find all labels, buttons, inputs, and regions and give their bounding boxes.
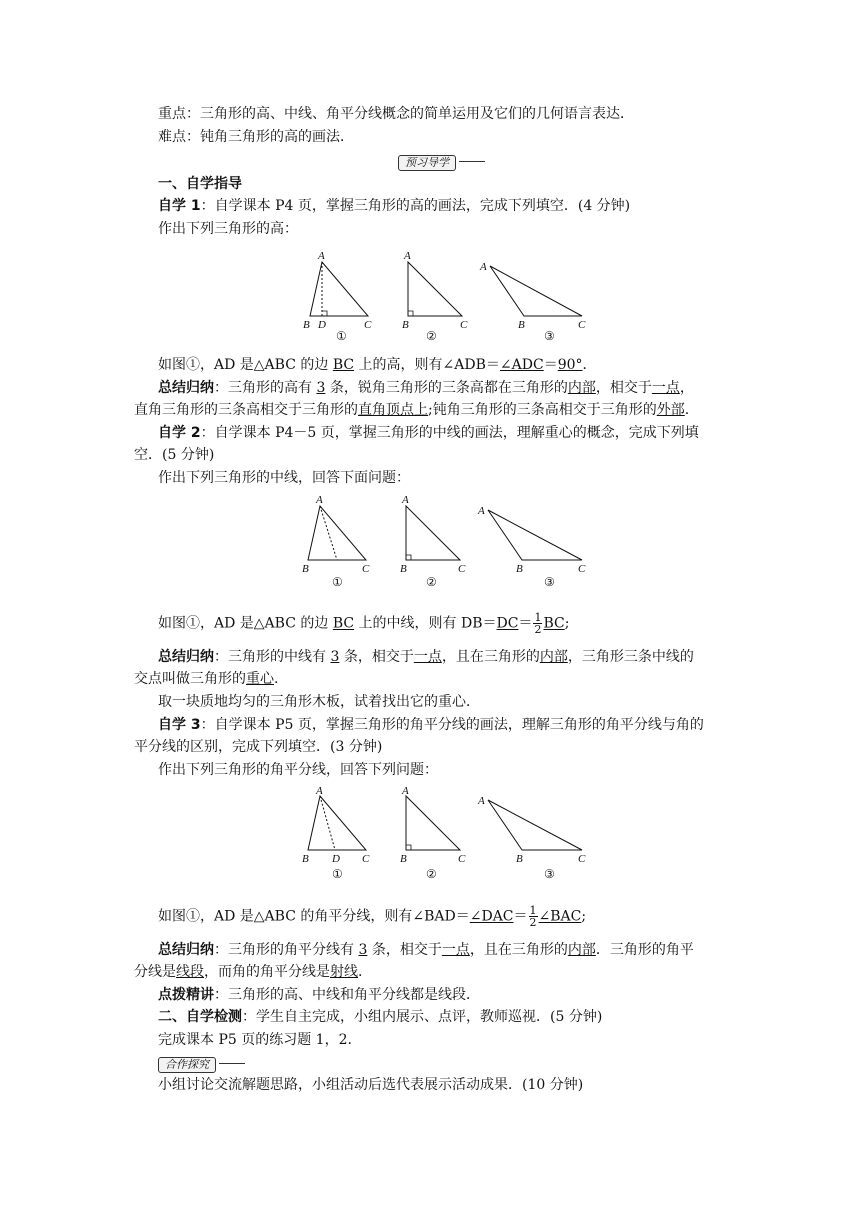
figure-number-2: ②: [426, 867, 437, 881]
exercise-line: 完成课本 P5 页的练习题 1，2.: [158, 1032, 352, 1048]
s-text: ．三角形的角平: [595, 942, 694, 958]
figure-number-1: ①: [332, 575, 343, 589]
answer-blank: 内部: [539, 649, 568, 665]
label-b: B: [516, 853, 523, 865]
s-text: ，而角的角平分线是: [204, 964, 330, 980]
label-c: C: [460, 319, 468, 331]
triangle-3-obtuse: [477, 505, 586, 589]
study1-label: 自学 1: [158, 198, 201, 214]
triangle-2-right: [402, 250, 468, 343]
answer-blank: 内部: [567, 380, 596, 396]
label-a: A: [478, 795, 485, 807]
label-a: A: [316, 494, 323, 506]
s-text: ，: [679, 380, 694, 396]
q-text: 上的中线，则有 DB＝: [354, 615, 497, 632]
figure-number-2: ②: [426, 329, 437, 343]
triangle-1-acute: [302, 785, 370, 881]
study3-label: 自学 3: [158, 717, 201, 733]
median-figure-row: [300, 494, 600, 590]
answer-blank: 90°: [557, 357, 583, 373]
summary2-line1: [158, 648, 694, 666]
label-b: B: [518, 319, 525, 331]
label-c: C: [362, 563, 370, 575]
q-text: 如图①，AD 是△ABC 的边: [158, 615, 333, 632]
study3-text: ：自学课本 P5 页，掌握三角形的角平分线的画法，理解三角形的角平分线与角的: [200, 717, 704, 733]
s-text: .: [358, 964, 363, 980]
label-a: A: [404, 250, 411, 262]
label-b: B: [400, 853, 407, 865]
label-b: B: [302, 563, 309, 575]
group-discussion: 小组讨论交流解题思路，小组活动后选代表展示活动成果．(10 分钟): [158, 1077, 584, 1093]
answer-blank: 3: [316, 380, 326, 396]
label-a: A: [402, 785, 409, 797]
s-text: ：三角形的高有: [214, 380, 317, 396]
triangle-2-right: [400, 494, 466, 589]
answer-blank: BC: [332, 357, 355, 373]
answer-blank: ∠BAC: [538, 908, 582, 925]
answer-blank: 3: [330, 649, 340, 665]
s-text: .: [274, 671, 279, 687]
label-b: B: [400, 563, 407, 575]
study2-label: 自学 2: [158, 425, 201, 441]
figure-number-2: ②: [426, 575, 437, 589]
s-text: ：三角形的中线有: [214, 649, 331, 665]
study2-instruction: 作出下列三角形的中线，回答下面问题：: [158, 470, 410, 486]
answer-blank: DC: [496, 615, 519, 632]
fraction-half: [533, 612, 542, 635]
label-a: A: [318, 250, 325, 262]
figure-number-3: ③: [544, 329, 555, 343]
study1-instruction: 作出下列三角形的高：: [158, 221, 298, 237]
q-text: ＝: [543, 357, 558, 373]
answer-blank: 线段: [176, 964, 204, 980]
s-text: ，三角形三条中线的: [567, 649, 694, 665]
label-b: B: [402, 319, 409, 331]
label-b: B: [303, 319, 310, 331]
s-text: 交点叫做三角形的: [134, 671, 246, 687]
study2-line2: 空．(5 分钟): [134, 447, 215, 463]
s-text: 条，相交于: [367, 942, 442, 958]
summary2-line2: [134, 670, 278, 688]
answer-blank: BC: [332, 615, 355, 632]
label-a: A: [480, 261, 487, 273]
figure-number-1: ①: [332, 867, 343, 881]
answer-blank: ∠DAC: [469, 908, 514, 925]
answer-blank: 内部: [567, 942, 596, 958]
s-text: ，且在三角形的: [441, 649, 540, 665]
answer-blank: 一点: [441, 942, 470, 958]
study2-question: [158, 612, 569, 635]
answer-blank: ∠ADC: [499, 357, 544, 373]
answer-blank: 一点: [413, 649, 442, 665]
label-c: C: [458, 563, 466, 575]
triangle-1-acute: [303, 250, 372, 343]
section2-title: 二、自学检测: [158, 1009, 242, 1025]
label-a: A: [316, 785, 323, 797]
q-text: ;: [581, 908, 587, 925]
summary-label: 总结归纳: [158, 942, 214, 958]
triangle-1-acute: [302, 494, 370, 589]
s-text: 条，锐角三角形的三条高都在三角形的: [325, 380, 568, 396]
tip-label: 点拨精讲: [158, 987, 214, 1003]
summary3-line1: [158, 941, 694, 959]
study1-line: [158, 197, 630, 215]
study3-question: [158, 905, 586, 928]
s-text: ，且在三角形的: [469, 942, 568, 958]
preview-banner-label: 预习导学: [398, 155, 456, 171]
triangle-2-right: [400, 785, 466, 881]
study3-line2: 平分线的区别，完成下列填空．(3 分钟): [134, 739, 383, 755]
s-text: ，相交于: [595, 380, 652, 396]
summary1-line1: [158, 379, 694, 397]
label-a: A: [402, 494, 409, 506]
focus-line: 重点：三角形的高、中线、角平分线概念的简单运用及它们的几何语言表达．: [158, 106, 634, 122]
answer-blank: 射线: [330, 964, 358, 980]
label-a: A: [478, 505, 485, 517]
label-b: B: [516, 563, 523, 575]
fraction-half: [529, 905, 538, 928]
s-text: ;钝角三角形的三条高相交于三角形的: [428, 402, 657, 418]
section1-title: 一、自学指导: [158, 176, 242, 192]
section2-text: ：学生自主完成，小组内展示、点评，教师巡视．(5 分钟): [242, 1009, 603, 1025]
q-text: ;: [564, 615, 570, 632]
s-text: 直角三角形的三条高相交于三角形的: [134, 402, 358, 418]
s-text: .: [684, 402, 690, 418]
triangle-3-obtuse: [479, 261, 586, 343]
study1-text: ：自学课本 P4 页，掌握三角形的高的画法，完成下列填空．(4 分钟): [200, 198, 631, 214]
difficulty-line: 难点：钝角三角形的高的画法．: [158, 129, 354, 145]
figure-number-3: ③: [544, 575, 555, 589]
label-c: C: [364, 319, 372, 331]
banner-rule: [219, 1063, 245, 1064]
altitude-figure-row: [300, 248, 600, 344]
study2-line: [158, 424, 699, 442]
s-text: 分线是: [134, 964, 176, 980]
answer-blank: 直角顶点上: [358, 402, 428, 418]
q-text: ＝: [513, 908, 528, 925]
centroid-activity: 取一块质地均匀的三角形木板，试着找出它的重心．: [158, 694, 480, 710]
q-text: 如图①，AD 是△ABC 的角平分线，则有∠BAD＝: [158, 908, 470, 925]
cooperation-banner-label: 合作探究: [158, 1057, 216, 1073]
section2-line: [158, 1008, 602, 1026]
summary1-line2: [134, 401, 689, 419]
fraction-denominator: 2: [534, 623, 542, 636]
summary3-line2: [134, 963, 362, 981]
s-text: ：三角形的角平分线有: [214, 942, 359, 958]
q-text: ＝: [518, 615, 533, 632]
preview-banner: [398, 151, 488, 171]
label-c: C: [578, 563, 586, 575]
label-c: C: [458, 853, 466, 865]
figure-number-3: ③: [544, 867, 555, 881]
triangle-3-obtuse: [477, 795, 586, 881]
label-b: B: [302, 853, 309, 865]
answer-blank: 外部: [656, 402, 685, 418]
label-c: C: [578, 319, 586, 331]
label-d: D: [318, 319, 326, 331]
answer-blank: BC: [543, 615, 565, 632]
figure-number-1: ①: [336, 329, 347, 343]
summary-label: 总结归纳: [158, 649, 214, 665]
q-text: 上的高，则有∠ADB＝: [354, 357, 500, 373]
fraction-denominator: 2: [529, 916, 537, 929]
fraction-numerator: 1: [534, 611, 542, 624]
label-d: D: [332, 853, 340, 865]
cooperation-banner: [158, 1053, 248, 1073]
banner-rule: [459, 161, 485, 162]
tip-text: ：三角形的高、中线和角平分线都是线段．: [214, 987, 480, 1003]
tip-line: [158, 986, 480, 1004]
bisector-figure-row: [300, 786, 600, 882]
study2-text: ：自学课本 P4－5 页，掌握三角形的中线的画法，理解重心的概念，完成下列填: [200, 425, 699, 441]
answer-blank: 3: [358, 942, 368, 958]
label-c: C: [362, 853, 370, 865]
answer-blank: 重心: [246, 671, 274, 687]
s-text: 条，相交于: [339, 649, 414, 665]
study3-instruction: 作出下列三角形的角平分线，回答下列问题：: [158, 762, 438, 778]
answer-blank: 一点: [651, 380, 680, 396]
study3-line: [158, 716, 704, 734]
fraction-numerator: 1: [529, 904, 537, 917]
study1-question: [158, 356, 597, 374]
summary-label: 总结归纳: [158, 380, 214, 396]
q-text: 如图①，AD 是△ABC 的边: [158, 357, 333, 373]
q-text: ．: [582, 357, 597, 373]
label-c: C: [578, 853, 586, 865]
